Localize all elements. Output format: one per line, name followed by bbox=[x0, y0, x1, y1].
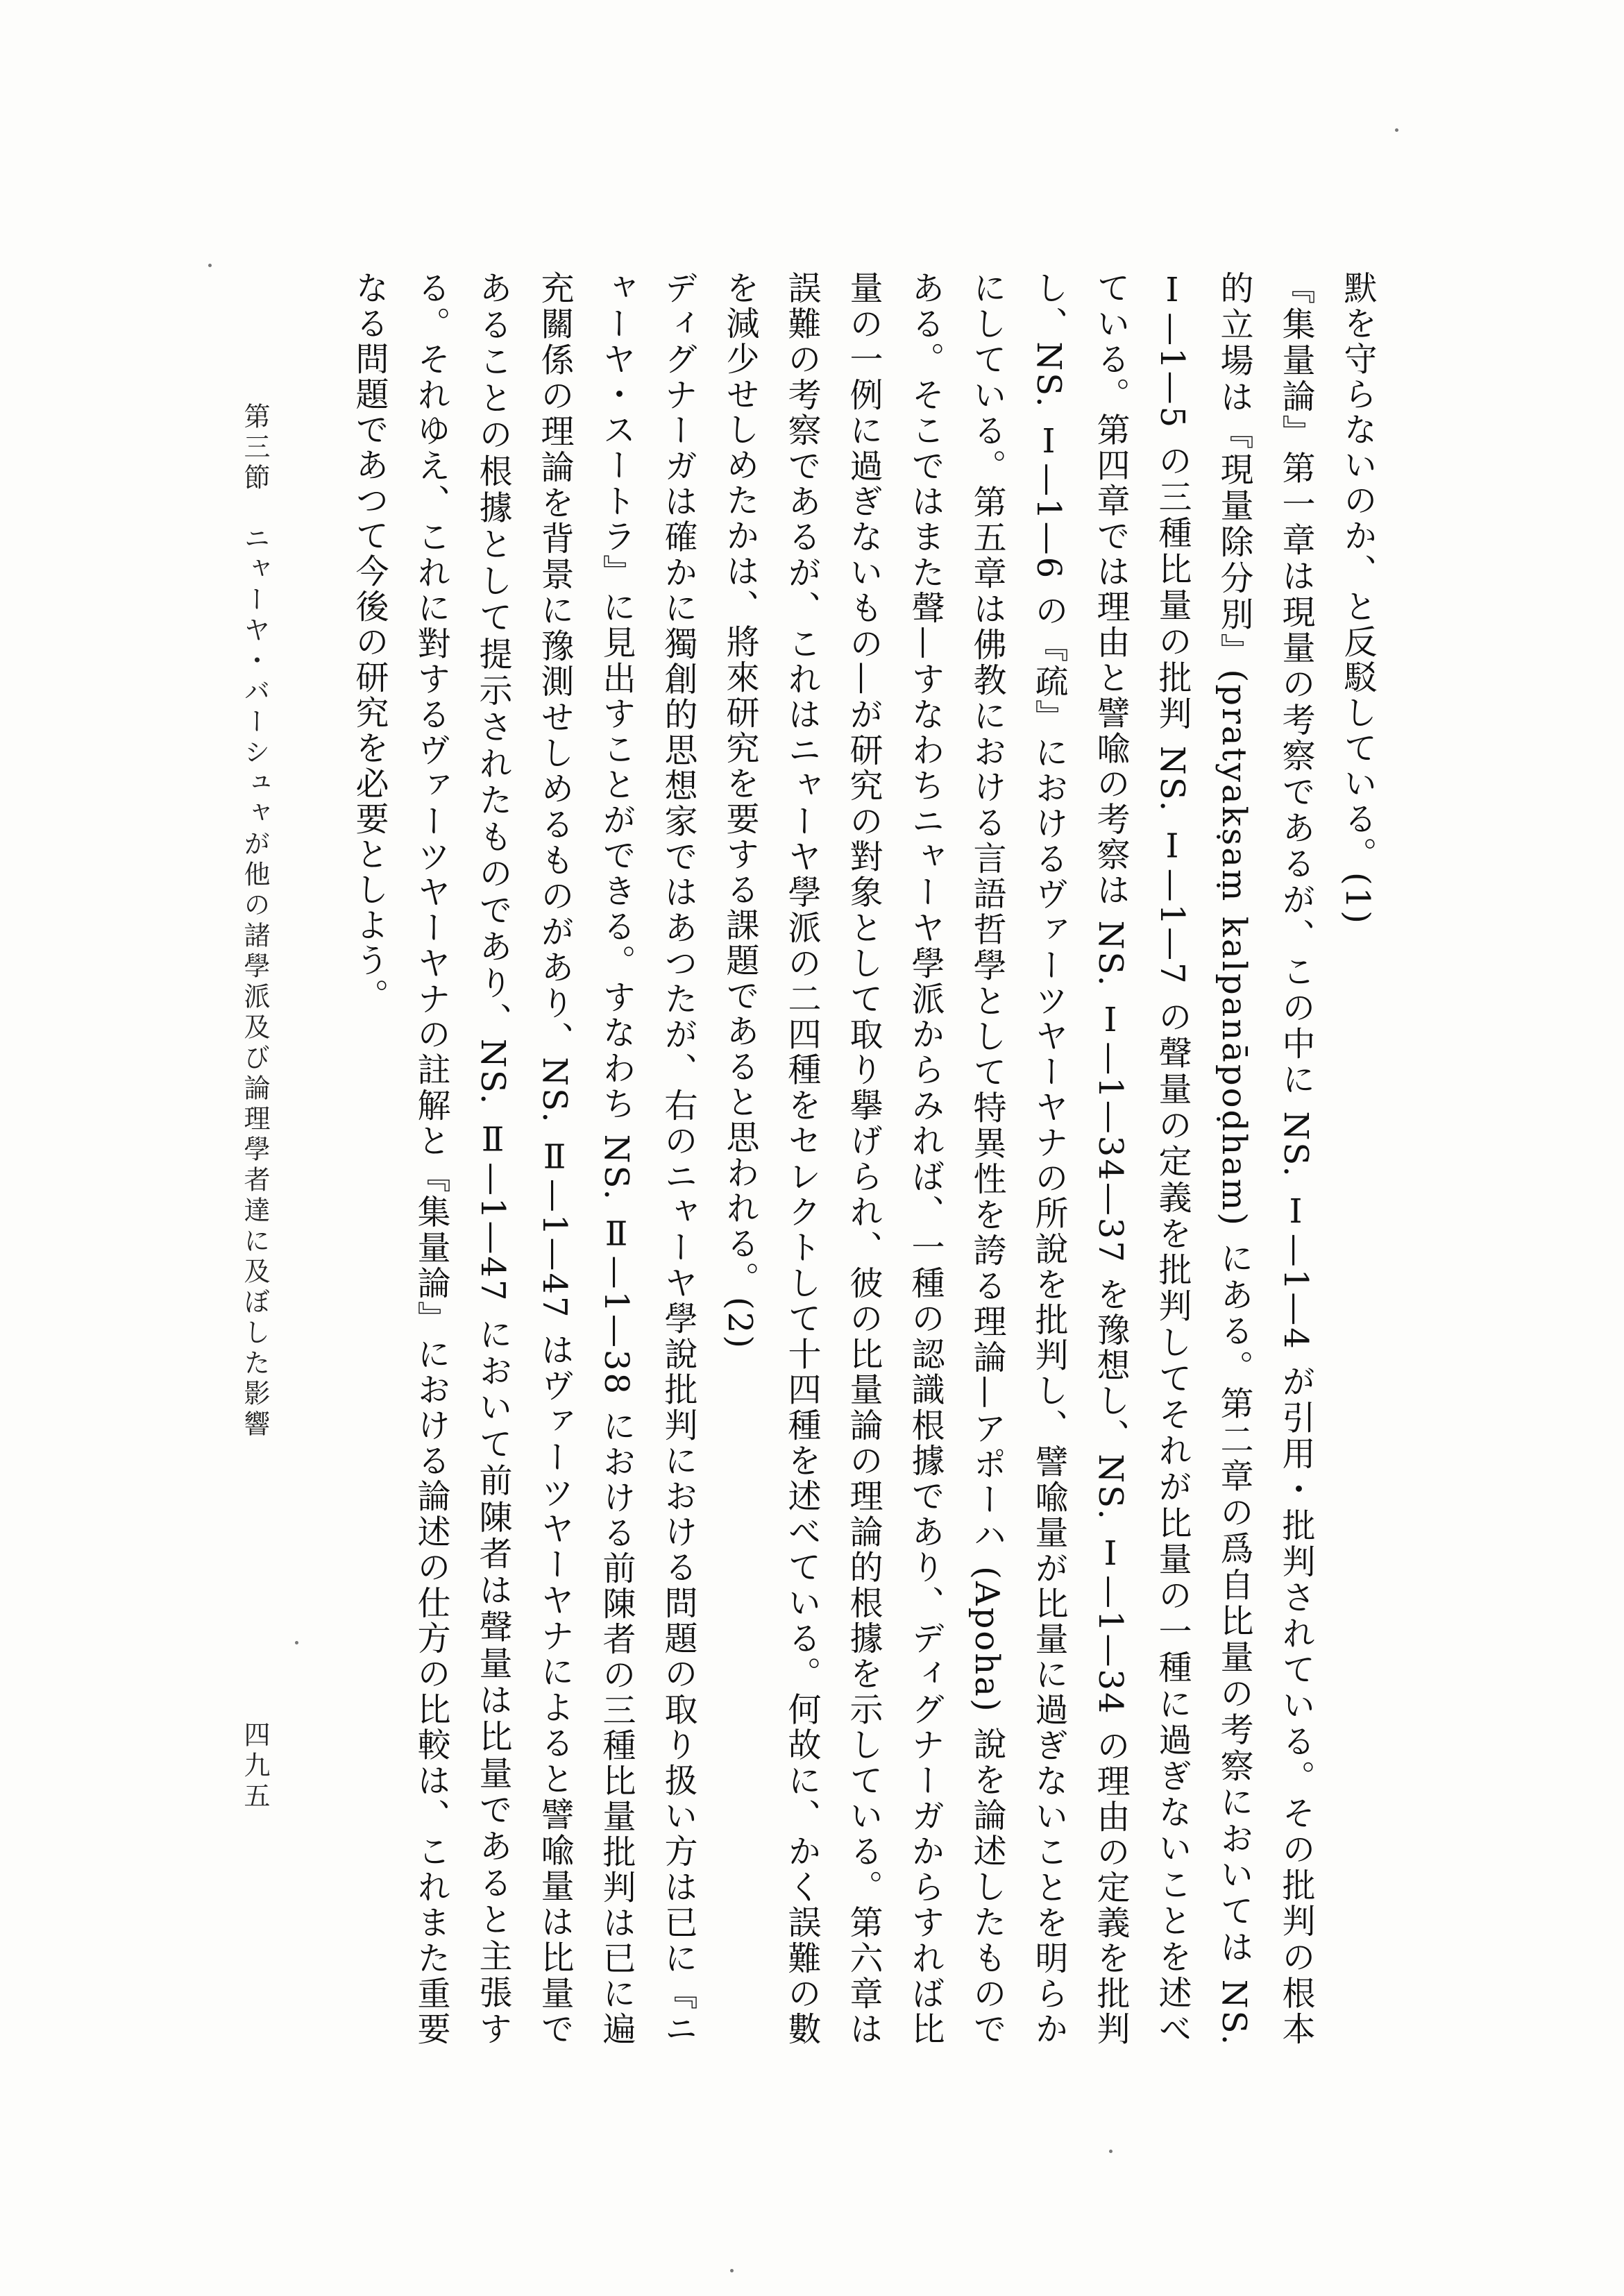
page-number: 四九五 bbox=[239, 1721, 270, 1812]
scan-speck bbox=[1395, 128, 1398, 132]
running-head: 第三節 ニャーヤ・バーシュャが他の諸學派及び論理學者達に及ぼした影響 bbox=[239, 402, 270, 1440]
scan-speck bbox=[730, 2269, 734, 2272]
paragraph-2: 『集量論』第一章は現量の考察であるが、この中に NS. Ⅰ—1—4 が引用・批判されている。その批判の根本的立場は『現量除分別』(pratyakṣaṃ kalpanāpoḍham) にある。第二章の爲自比量の考察においては NS. Ⅰ—1—5 の三種比量の批判 NS. Ⅰ—1—7 の聲量の定義を批判してそれが比量の一種に過ぎないことを述べている。第四章では理由と譬喩の考察は NS. Ⅰ—1—34—37 を豫想し、NS. Ⅰ—1—34 の理由の定義を批判し、NS. Ⅰ—1—6 の『疏』におけるヴァーツヤーヤナの所說を批判し、譬喩量が比量に過ぎないことを明らかにしている。第五章は佛教における言語哲學として特異性を誇る理論—アポーハ (Apoha) 說を論述したものである。そこではまた聲—すなわちニャーヤ學派からみれば、一種の認識根據であり、ディグナーガからすれば比量の一例に過ぎないもの—が研究の對象として取り擧げられ、彼の比量論の理論的根據を示している。第六章は誤難の考察であるが、これはニャーヤ學派の二四種をセレクトして十四種を述べている。何故に、かく誤難の數を減少せしめたかは、將來研究を要する課題であると思われる。(2) bbox=[720, 271, 1315, 2048]
paragraph-3: ディグナーガは確かに獨創的思想家ではあつたが、右のニャーヤ學說批判における問題の取り扱い方は已に『ニャーヤ・スートラ』に見出すことができる。すなわち NS. Ⅱ—1—38 における前陳者の三種比量批判は已に遍充關係の理論を背景に豫測せしめるものがあり、NS. Ⅱ—1—47 はヴァーツヤーヤナによると譬喩量は比量であることの根據として提示されたものであり、NS. Ⅱ—1—47 において前陳者は聲量は比量であると主張する。それゆえ、これに對するヴァーツヤーヤナの註解と『集量論』における論述の仕方の比較は、これまた重要なる問題であつて今後の研究を必要としよう。 bbox=[350, 271, 697, 2048]
scan-speck bbox=[295, 1641, 298, 1644]
scan-speck bbox=[1109, 2150, 1113, 2153]
paragraph-1: 默を守らないのか、と反駁している。(1) bbox=[1338, 271, 1377, 926]
scan-speck bbox=[208, 264, 212, 267]
